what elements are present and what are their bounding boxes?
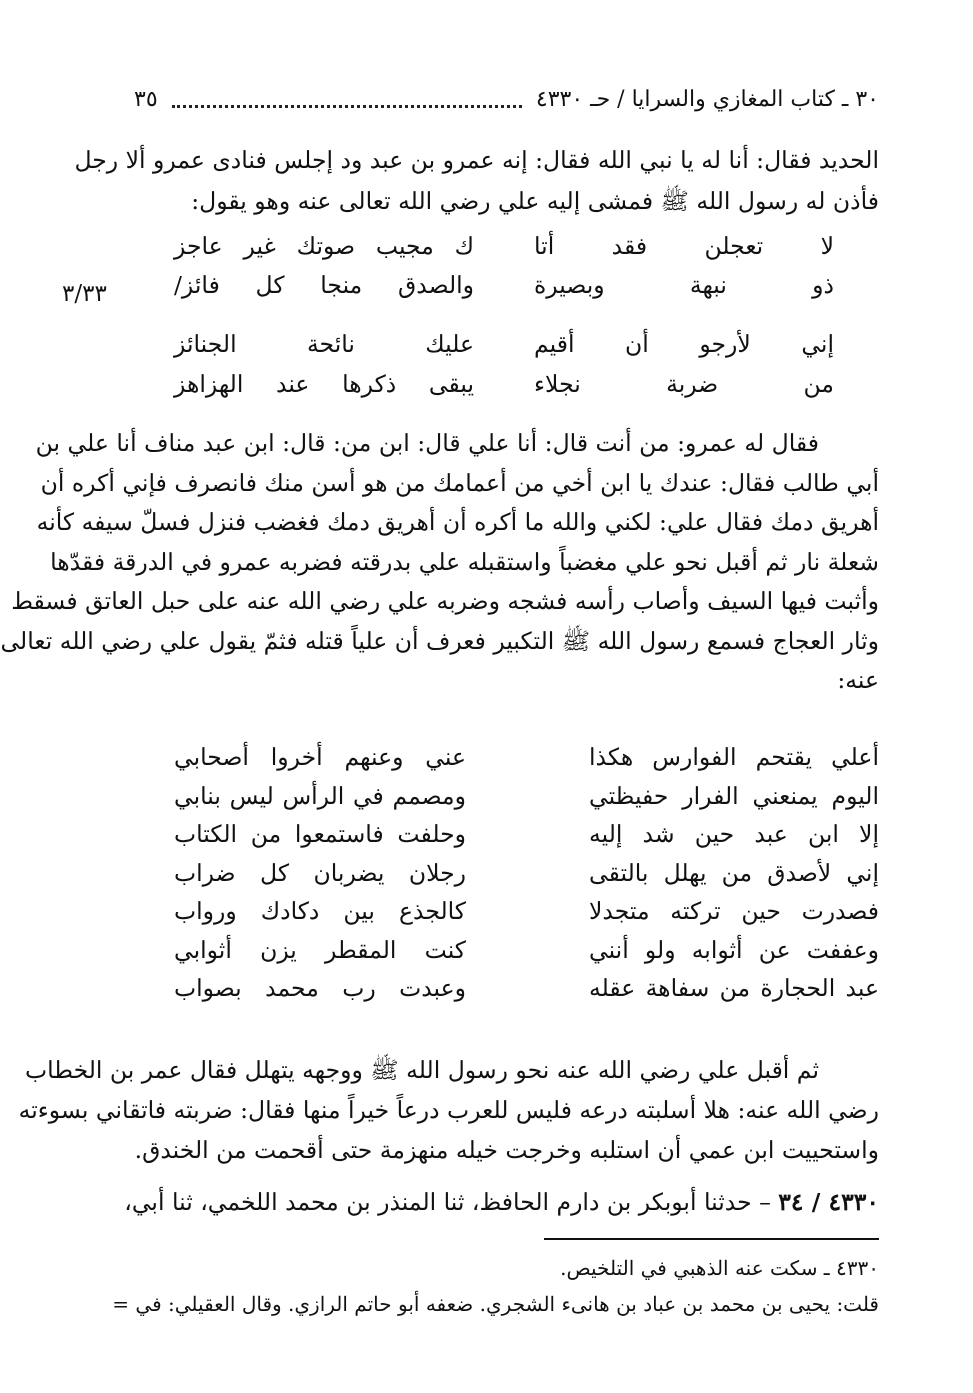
verse-first-hemistich: وعففت عن أثوابه ولو أنني bbox=[589, 935, 879, 964]
hadith-text: – حدثنا أبوبكر بن دارم الحافظ، ثنا المنذر بن محمد اللخمي، ثنا أبي، bbox=[124, 1188, 779, 1216]
hadith-line bbox=[124, 1182, 879, 1223]
text-line: فأذن له رسول الله ﷺ فمشى إليه علي رضي الله تعالى عنه وهو يقول: bbox=[191, 187, 879, 215]
text-line: ثم أقبل علي رضي الله عنه نحو رسول الله ﷺ ووجهه يتهلل فقال عمر بن الخطاب bbox=[25, 1056, 819, 1084]
poem-verse bbox=[174, 777, 879, 816]
text-line: عنه: bbox=[837, 666, 879, 694]
verse-first-hemistich: لا تعجلن فقد أتا bbox=[534, 232, 834, 260]
paragraph-1 bbox=[74, 140, 879, 222]
verse-second-hemistich: ومصمم في الرأس ليس بنابي bbox=[174, 781, 466, 810]
verse-second-hemistich: كالجذع بين دكادك ورواب bbox=[174, 897, 466, 926]
verse-first-hemistich: من ضربة نجلاء bbox=[534, 370, 834, 398]
poem-verse bbox=[174, 931, 879, 970]
header-dot-leader bbox=[172, 97, 522, 108]
poem-verse bbox=[174, 969, 879, 1008]
text-line: الحديد فقال: أنا له يا نبي الله فقال: إنه عمرو بن عبد ود إجلس فنادى عمرو ألا رجل bbox=[74, 146, 879, 174]
poem-2 bbox=[174, 738, 879, 1008]
verse-first-hemistich: اليوم يمنعني الفرار حفيظتي bbox=[589, 781, 879, 810]
verse-first-hemistich: إلا ابن عبد حين شد إليه bbox=[589, 820, 879, 849]
poem-verse bbox=[174, 854, 879, 893]
hadith-entry bbox=[124, 1182, 879, 1223]
poem-verse bbox=[174, 738, 879, 777]
text-line: أهريق دمك فقال علي: لكني والله ما أكره أن أهريق دمك فغضب فنزل فسلّ سيفه كأنه bbox=[36, 508, 879, 536]
verse-first-hemistich: إني لأرجو أن أقيم bbox=[534, 330, 834, 358]
verse-second-hemistich: وحلفت فاستمعوا من الكتاب bbox=[174, 820, 466, 849]
hadith-number: ٤٣٣٠ / ٣٤ bbox=[778, 1188, 879, 1216]
text-line: وثار العجاج فسمع رسول الله ﷺ التكبير فعرف أن علياً قتله فثمّ يقول علي رضي الله تعالى bbox=[0, 626, 879, 655]
verse-first-hemistich: ذو نبهة وبصيرة bbox=[534, 271, 834, 299]
verse-first-hemistich: إني لأصدق من يهلل بالتقى bbox=[589, 858, 879, 887]
text-line: رضي الله عنه: هلا أسلبته درعه فليس للعرب درعاً خيراً منها فقال: ضربته فاتقاني بسوءته bbox=[18, 1096, 879, 1124]
poem-verse bbox=[174, 228, 834, 264]
poem-verse bbox=[174, 264, 834, 306]
poem-verse bbox=[174, 892, 879, 931]
verse-second-hemistich: يبقى ذكرها عند الهزاهز bbox=[174, 370, 474, 398]
text-line: أبي طالب فقال: عندك يا ابن أخي من أعمامك من هو أسن منك فانصرف فإني أكره أن bbox=[40, 468, 879, 497]
footnotes bbox=[112, 1250, 879, 1322]
verse-first-hemistich: أعلي يقتحم الفوارس هكذا bbox=[589, 743, 879, 772]
verse-second-hemistich: والصدق منجا كل فائز/ bbox=[174, 271, 474, 299]
running-title: ٣٠ ـ كتاب المغازي والسرايا / حـ ٤٣٣٠ bbox=[535, 86, 879, 112]
page-number: ٣٥ bbox=[134, 86, 158, 112]
verse-second-hemistich: كنت المقطر يزن أثوابي bbox=[174, 935, 466, 964]
paragraph-2 bbox=[0, 424, 879, 701]
footnote-line: قلت: يحيى بن محمد بن عباد بن هانىء الشجري. ضعفه أبو حاتم الرازي. وقال العقيلي: في = bbox=[112, 1292, 879, 1316]
marginal-reference: ٣/٣٣ bbox=[62, 281, 107, 307]
text-line: وأثبت فيها السيف وأصاب رأسه فشجه وضربه علي رضي الله عنه على حبل العاتق فسقط bbox=[11, 587, 879, 615]
footnote-line: ٤٣٣٠ ـ سكت عنه الذهبي في التلخيص. bbox=[560, 1256, 879, 1280]
verse-first-hemistich: فصدرت حين تركته متجدلا bbox=[589, 897, 879, 926]
poem-1 bbox=[174, 228, 834, 404]
paragraph-3 bbox=[18, 1050, 879, 1170]
poem-verse bbox=[174, 324, 834, 364]
footnote-separator bbox=[544, 1238, 879, 1240]
poem-verse bbox=[174, 815, 879, 854]
text-line: شعلة نار ثم أقبل نحو علي مغضباً واستقبله علي بدرقته فضربه عمرو في الدرقة فقدّها bbox=[50, 547, 879, 576]
text-line: فقال له عمرو: من أنت قال: أنا علي قال: ابن من: قال: ابن عبد مناف أنا علي بن bbox=[35, 429, 819, 457]
text-line: واستحييت ابن عمي أن استلبه وخرجت خيله منهزمة حتى أقحمت من الخندق. bbox=[134, 1136, 879, 1164]
verse-first-hemistich: عبد الحجارة من سفاهة عقله bbox=[589, 974, 879, 1003]
poem-verse bbox=[174, 364, 834, 404]
verse-second-hemistich: وعبدت رب محمد بصواب bbox=[174, 974, 466, 1003]
verse-second-hemistich: ك مجيب صوتك غير عاجز bbox=[174, 232, 474, 260]
verse-second-hemistich: عني وعنهم أخروا أصحابي bbox=[174, 743, 466, 772]
verse-second-hemistich: رجلان يضربان كل ضراب bbox=[174, 858, 466, 887]
verse-second-hemistich: عليك نائحة الجنائز bbox=[174, 330, 474, 358]
running-header bbox=[134, 82, 879, 116]
